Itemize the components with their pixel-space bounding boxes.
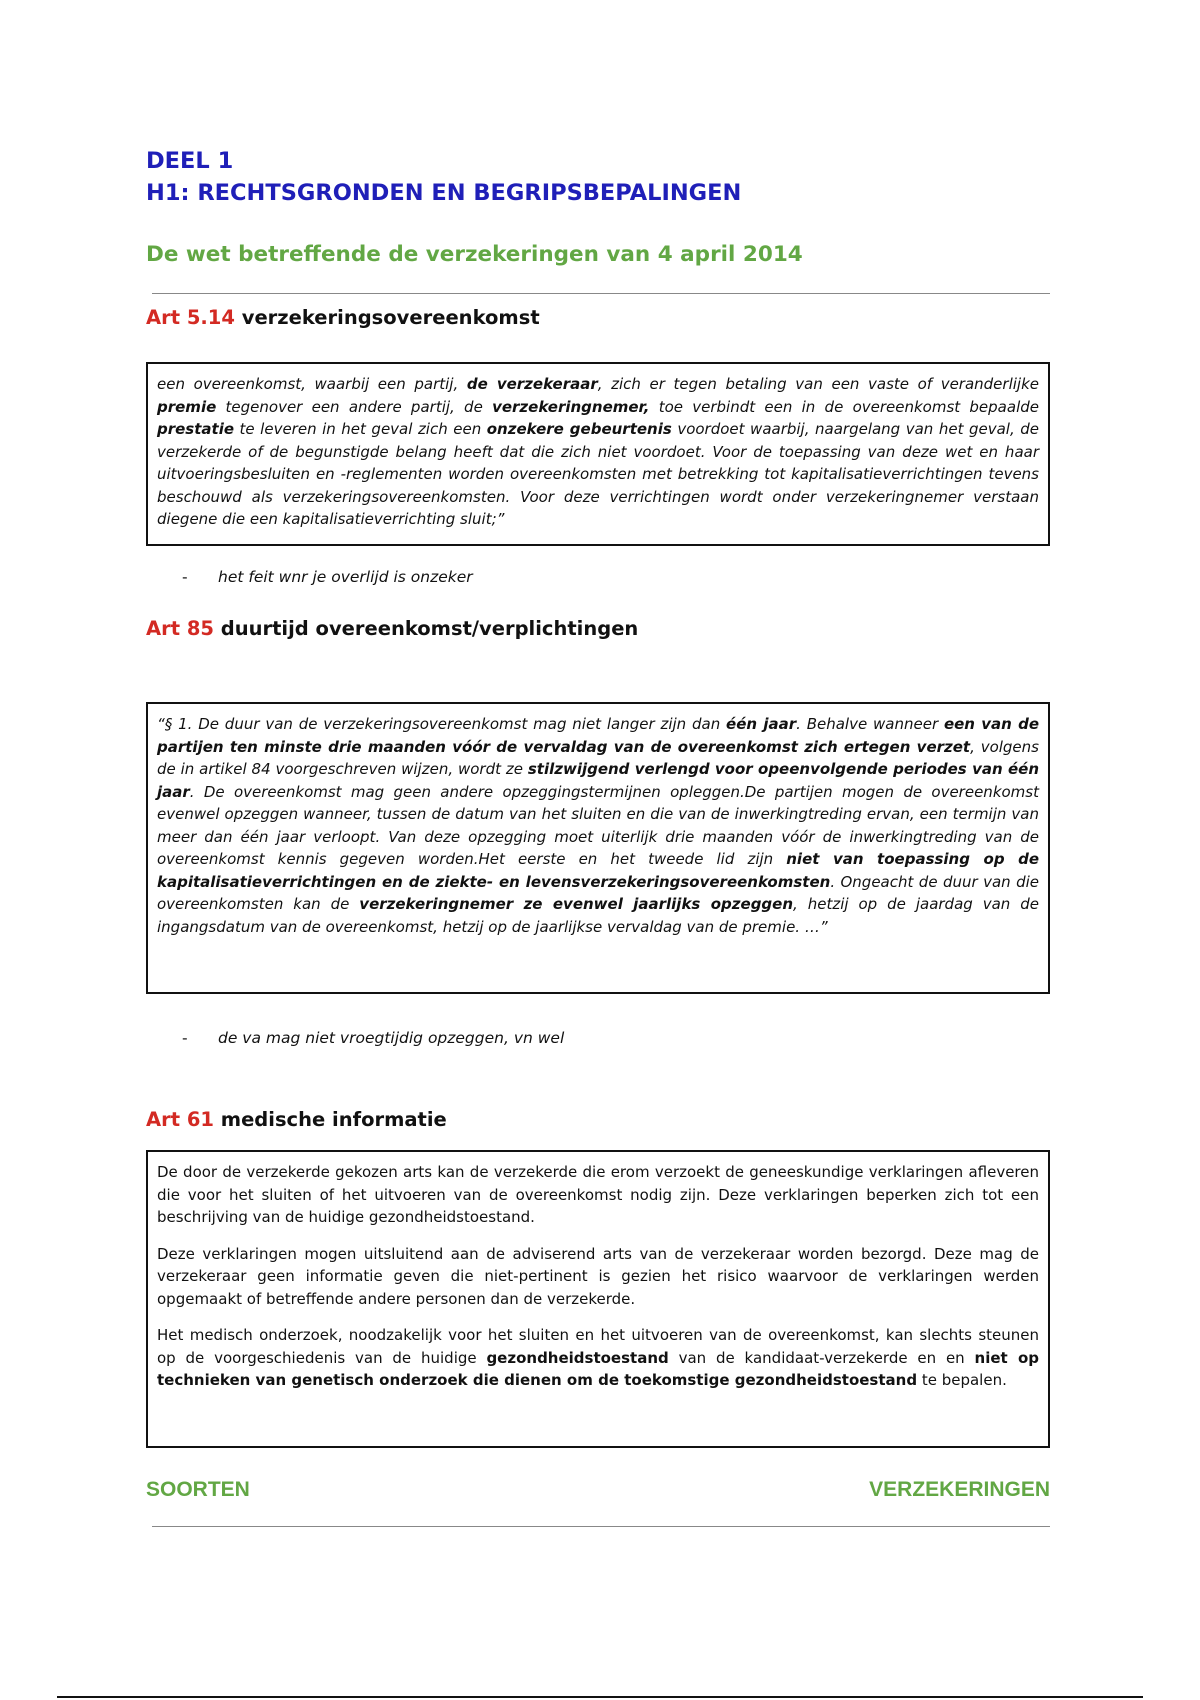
article-title: verzekeringsovereenkomst (241, 306, 540, 329)
law-title: De wet betreffende de verzekeringen van 4 april 2014 (146, 242, 803, 267)
article-number: Art 5.14 (146, 306, 235, 329)
page-bottom-line (57, 1696, 1143, 1698)
article-number: Art 85 (146, 617, 214, 640)
chapter-heading: H1: RECHTSGRONDEN EN BEGRIPSBEPALINGEN (146, 180, 742, 206)
quote-paragraph-1: De door de verzekerde gekozen arts kan de verzekerde die erom verzoekt de geneeskundige verklaringen afleveren die voor het sluiten of het uitvoeren van de overeenkomst nodig zijn. Deze verklaringen beperken zich tot een beschrijving van de huidige gezondheidstoestand. (157, 1163, 1039, 1226)
article-heading-5-14 (146, 306, 540, 329)
section-title-left: SOORTEN (146, 1478, 250, 1501)
section-title-right: VERZEKERINGEN (869, 1478, 1050, 1501)
divider (152, 1526, 1050, 1527)
quote-paragraph-3: Het medisch onderzoek, noodzakelijk voor het sluiten en het uitvoeren van de overeenkomst, kan slechts steunen op de voorgeschiedenis van de huidige gezondheidstoestand van de kandidaat-verzekerde en en niet op technieken van genetisch onderzoek die dienen om de toekomstige gezondheidstoestand te bepalen. (157, 1326, 1040, 1389)
part-heading: DEEL 1 (146, 148, 234, 174)
article-number: Art 61 (146, 1108, 214, 1131)
bullet-dash: - (182, 568, 188, 586)
note-text: het feit wnr je overlijd is onzeker (218, 568, 473, 586)
quote-paragraph-2: Deze verklaringen mogen uitsluitend aan de adviserend arts van de verzekeraar worden bezorgd. Deze mag de verzekeraar geen informatie geven die niet-pertinent is gezien het risico waarvoor de verklaringen werden opgemaakt of betreffende andere personen dan de verzekerde. (157, 1244, 1039, 1308)
quote-box-art-5-14 (146, 362, 1050, 546)
bullet-dash: - (182, 1029, 188, 1047)
article-heading-61 (146, 1108, 447, 1131)
note-art-85 (182, 1029, 564, 1047)
quote-box-art-61 (146, 1150, 1050, 1448)
quote-box-art-85 (146, 702, 1050, 994)
note-art-5-14 (182, 568, 473, 586)
article-title: duurtijd overeenkomst/verplichtingen (220, 617, 639, 640)
article-title: medische informatie (220, 1108, 447, 1131)
quote-text: “§ 1. De duur van de verzekeringsovereenkomst mag niet langer zijn dan één jaar. Behalve wanneer een van de partijen ten minste drie maanden vóór de vervaldag van de overeenkomst zich ertegen verzet, volgens de in artikel 84 voorgeschreven wijzen, wordt ze stilzwijgend verlengd voor opeenvolgende periodes van één jaar. De overeenkomst mag geen andere opzeggingstermijnen opleggen.De partijen mogen de overeenkomst evenwel opzeggen wanneer, tussen de datum van het sluiten en die van de inwerkingtreding ervan, een termijn van meer dan één jaar verloopt. Van deze opzegging moet uiterlijk drie maanden vóór de inwerkingtreding van de overeenkomst kennis gegeven worden.Het eerste en het tweede lid zijn niet van toepassing op de kapitalisatieverrichtingen en de ziekte- en levensverzekeringsovereenkomsten. Ongeacht de duur van die overeenkomsten kan de verzekeringnemer ze evenwel jaarlijks opzeggen, hetzij op de jaardag van de ingangsdatum van de overeenkomst, hetzij op de jaarlijkse vervaldag van de premie. …” (157, 715, 1040, 936)
note-text: de va mag niet vroegtijdig opzeggen, vn wel (218, 1029, 565, 1047)
quote-text: een overeenkomst, waarbij een partij, de verzekeraar, zich er tegen betaling van een vaste of veranderlijke premie tegenover een andere partij, de verzekeringnemer, toe verbindt een in de overeenkomst bepaalde prestatie te leveren in het geval zich een onzekere gebeurtenis voordoet waarbij, naargelang van het geval, de verzekerde of de begunstigde belang heeft dat die zich niet voordoet. Voor de toepassing van deze wet en haar uitvoeringsbesluiten en -reglementen worden overeenkomsten met betrekking tot kapitalisatieverrichtingen tevens beschouwd als verzekeringsovereenkomsten. Voor deze verrichtingen wordt onder verzekeringnemer verstaan diegene die een kapitalisatieverrichting sluit;” (157, 375, 1039, 528)
divider (152, 293, 1050, 294)
article-heading-85 (146, 617, 638, 640)
